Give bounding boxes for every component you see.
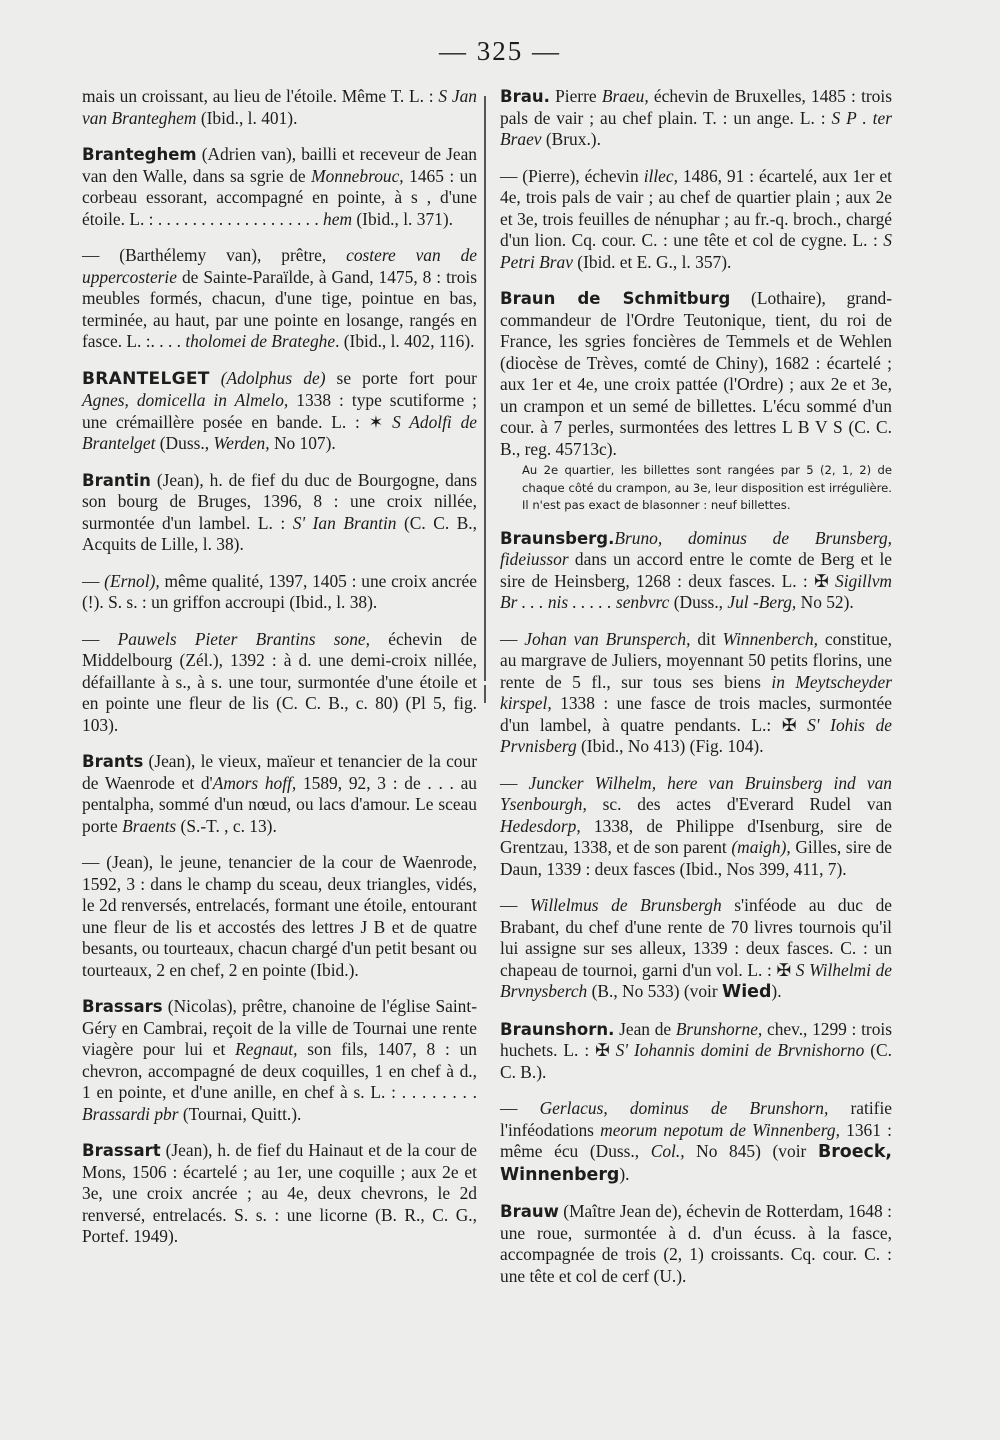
entry-text-run: Brassardi pbr [82,1103,179,1124]
entry-text-run: No 107). [269,433,336,453]
entry-text-run: (S.-T. , c. 13). [176,815,277,836]
entry-text-run: Pauwels Pieter Brantins sone, [117,628,370,649]
entry-text-run: sc. des actes d'Everard Rudel van [586,794,892,815]
entry-text-run: chev., 1299 : trois huchets. L. : ✠ [500,1018,892,1061]
entry-text-run: 1338, de Philippe d'Isenburg, sire de Grentzau, 1338, et de son parent [500,815,892,858]
entry-heading: BRANTELGET [82,368,210,389]
entry-text-run: Agnes, domicella in Almelo, [82,390,289,410]
entry [500,166,892,274]
entry-text-run: 1465 : un corbeau essorant, accompagné en pointe, à s , d'une étoile. L. : . . . . . . . . . . . . . . . . . . . [82,165,478,229]
entry-heading: Brassars [82,997,163,1016]
entry-text-run: Amors hoff, [212,772,297,793]
entry [500,528,892,614]
entry-text-run: ). [771,981,782,1002]
entry-text-run: Braents [122,815,177,836]
entry-text-run: S Wilhelmi de Brvnysberch [500,959,892,1002]
entry-heading: Braun de Schmitburg [500,289,731,308]
entry-text-run: 1486, 91 : écartelé, aux 1er et 4e, trois pals de vair ; au chef de quartier plain ; aux 2e et 3e, trois feuilles de nénuphar ; au fr.-q. broch., chargé d'un lion. Cq. cour. C. : une tête et col de cygne. L. : [500,165,893,250]
entry-text-run: — [500,628,525,649]
entry-text-run: costere van de uppercosterie [82,245,478,287]
entry-text-run: Braeu, [601,86,649,106]
entry [500,288,892,460]
footnote: Au 2e quartier, les billettes sont rangées par 5 (2, 1, 2) de chaque côté du crampon, au 3e, leur disposition est irrégulière. Il n'est pas exact de blasonner : neuf billettes. [522,463,892,513]
entry-text-run: (Tournai, Quitt.). [178,1103,302,1124]
entry-text-run: — [82,628,118,649]
entry-text-run: (Duss., [155,433,214,453]
entry-text-run: (B., No 533) (voir [587,981,723,1002]
entry-text-run: . (Ibid., l. 402, 116). [335,331,475,351]
entry-text-run: de Sainte-Paraïlde, à Gand, 1475, 8 : trois meubles formés, chacun, d'une tige, pointue en bas, terminée, au haut, par une pointe en losange, rangés en fasce. L. :. . . . [82,266,477,351]
entry-text-run: Willelmus de Brunsbergh [529,895,722,916]
entry-text-run: hem [323,208,353,229]
entry-text [82,86,477,129]
entry [500,1201,892,1287]
entry-text-run: in Meytscheyder kirspel, [500,671,892,714]
entry-text [82,571,477,614]
entry-heading: Brantin [82,470,151,490]
entry-text-run: (Nicolas), prêtre, chanoine de l'église Saint-Géry en Cambrai, reçoit de la ville de Tournai une rente viagère pour lui et [82,996,477,1059]
entry-text-run: (Duss., [669,592,728,613]
entry-text [500,1098,892,1186]
entry-text-run: mais un croissant, au lieu de l'étoile. Même T. L. : [82,86,439,106]
entry-text-run: Juncker Wilhelm, here van Bruinsberg ind van Ysenbourgh, [500,772,892,815]
entry-text-run: S P . ter Braev [500,107,892,149]
entry-text-run: S' Iohannis domini de Brvnishorno [615,1040,865,1061]
entry-text [500,773,892,881]
entry-text [82,852,477,981]
entry-heading: Braunshorn. [500,1019,615,1039]
left-column [82,86,477,1263]
entry-text-run: Col., [650,1141,685,1162]
entry-text-run: (C. C. B.). [500,1040,892,1082]
entry-text-run: — (Barthélemy van), prêtre, [82,245,347,265]
entry-text [82,144,477,230]
entry-text-run: (Maître Jean de), échevin de Rotterdam, 1648 : une roue, surmontée à d. d'un écuss. à la fasce, accompagnée de trois (2, 1) croissants. Cq. cour. C. : une tête et col de cerf (U.). [500,1201,892,1286]
entry-heading: Brau. [500,87,550,106]
entry-text-run: S Adolfi de Brantelget [82,411,477,453]
entry-text [82,1140,477,1248]
entry-text-run: (C. C. B., Acquits de Lille, l. 38). [82,512,477,554]
entry-text-run: ). [619,1163,630,1184]
entry-text-run: s'inféode au duc de Brabant, du chef d'une rente de 70 livres tournois qu'il lui assigne sur ses alleux, 1339 : deux fasces. C. : un chapeau de tournoi, garni d'un vol. L. : ✠ [500,895,892,980]
entry-text-run: (Ibid., l. 371). [352,208,453,229]
entry-text-run: (Adolphus de) [209,367,326,388]
entry-text-run: — (Pierre), échevin [500,165,644,186]
entry-text [82,368,477,455]
entry-text-run: Brunshorne, [675,1018,763,1039]
entry-text-run: meorum nepotum de Winnenberg, [600,1119,840,1140]
entry-text-run: (Ibid., No 413) (Fig. 104). [576,736,764,757]
entry-text-run: — [500,895,530,916]
entry-text-run: (Jean), h. de fief du Hainaut et de la cour de Mons, 1506 : écartelé ; au 1er, une coquille ; aux 2e et 3e, une croix ancrée ; au 4e, deux chevrons, le 2d renversé, entrelacés. S. s. : une licorne (B. R., C. G., Portef. 1949). [82,1140,477,1246]
entry-text-run: — [82,570,105,591]
entry-text-run: Gerlacus, dominus de Brunshorn, [539,1098,829,1119]
entry-text-run: (maigh), [731,837,791,858]
entry [82,629,477,737]
entry-text [500,1019,892,1084]
entry-text-run: même qualité, 1397, 1405 : une croix ancrée (!). S. s. : un griffon accroupi (Ibid., l. 38). [82,570,477,612]
entry-text-run: Sigillvm Br . . . nis . . . . . senbvrc [500,570,892,613]
entry [82,470,477,556]
entry-text-run: — [500,772,529,793]
entry-text-run: (Jean), le vieux, maïeur et tenancier de la cour de Waenrode et d' [82,751,477,793]
entry-text [500,288,892,460]
entry-heading: Brassart [82,1141,161,1160]
entry-text [82,245,477,353]
entry [500,1019,892,1084]
entry-text-run: Jean de [614,1018,676,1039]
entry-text-run: S Jan van Branteghem [82,86,478,128]
entry [500,773,892,881]
entry-text-run: Monnebrouc, [311,165,404,186]
column-divider-segment [484,685,486,703]
entry-text-run: No 52). [796,592,854,613]
entry-text-run: (Ernol), [104,570,160,591]
entry [82,996,477,1125]
entry-text-run: tholomei de Brateghe [185,331,336,351]
column-divider [484,96,486,681]
entry-heading: Brants [82,752,144,771]
entry-text-run: échevin de Middelbourg (Zél.), 1392 : à d. une demi-croix nillée, défaillante à s., à s. une tour, surmontée d'une étoile et en pointe une fleur de lis (C. C. B., c. 80) (Pl 5, fig. 103). [82,628,477,735]
entry-text [500,1201,892,1287]
entry-text-run: Hedesdorp, [500,815,581,836]
entry-text-run: S Petri Brav [500,230,892,272]
entry-text-run: constitue, au margrave de Juliers, moyennant 50 petits florins, une rente de 5 fl., sur tous ses biens [500,628,893,692]
entry-text-run: dans un accord entre le comte de Berg et le sire de Heinsberg, 1268 : deux fasces. L. : ✠ [500,549,892,591]
entry-text-run: (Ibid., l. 401). [196,107,298,128]
entry-text-run: S' Ian Brantin [292,512,397,533]
entry [82,368,477,455]
entry-text-run: (Brux.). [541,129,601,149]
entry-text [82,629,477,737]
entry-text-run: Regnaut, [235,1039,298,1059]
entry [82,1140,477,1248]
entry [500,86,892,151]
entry [82,571,477,614]
entry-text-run: 1589, 92, 3 : de . . . au pentalpha, sommé d'un nœud, ou lacs d'amour. Le sceau porte [82,772,477,836]
entry-text-run: se porte fort pour [325,367,477,388]
entry [500,895,892,1004]
entry-text-run: échevin de Bruxelles, 1485 : trois pals de vair ; au chef plain. T. : un ange. L. : [500,86,892,128]
entry-text-run: (Lothaire), grand-commandeur de l'Ordre Teutonique, tient, du roi de France, les sgries foncières de Temmels et de Wehlen (diocèse de Trèves, comté de Chiny), 1682 : écartelé ; aux 1er et 4e, une croix pattée (l'Ordre) ; aux 2e et 3e, un crampon et un semé de billettes. L'écu sommé d'un cour. à 7 perles, surmontées des lettres L B V S (C. C. B., reg. 45713c). [500,288,892,459]
entry [82,144,477,230]
entry-heading: Brauw [500,1202,559,1222]
entry-text-run: (Adrien van), bailli et receveur de Jean van den Walle, dans sa sgrie de [82,144,477,186]
entry-text-run: Broeck, Winnenberg [500,1142,892,1185]
entry [82,852,477,981]
entry-text-run: Wied [722,982,772,1003]
entry-text-run: 1338 : type scutiforme ; une crémaillère posée en bande. L. : ✶ [82,390,477,432]
entry [82,245,477,353]
entry-text [82,751,477,837]
entry-text-run: (Ibid. et E. G., l. 357). [572,251,732,272]
entry-text-run: 1361 : même écu (Duss., [500,1119,893,1162]
entry [82,751,477,837]
entry-text-run: — (Jean), le jeune, tenancier de la cour de Waenrode, 1592, 3 : dans le champ du sceau, deux triangles, vidés, le 2d renversés, entrelacés, formant une étoile, entourant une fleur de lis et accostés des lettres J B et de quatre besants, ou tourteaux, chacun chargé d'un petit besant ou tourteaux, 2 en chef, 2 en pointe (Ibid.). [82,852,477,980]
entry-text [82,470,477,556]
entry-text [500,166,892,274]
entry [500,629,892,758]
entry-text [500,528,892,614]
entry-heading: Branteghem [82,145,197,164]
right-column [500,86,892,1302]
entry-heading: Braunsberg. [500,528,615,548]
entry-text [500,86,892,151]
entry-text-run: No 845) (voir [684,1141,818,1162]
entry-text [500,629,892,758]
entry-text-run: Pierre [549,86,602,106]
entry-text-run: illec, [643,165,678,186]
entry-text-run: son fils, 1407, 8 : un chevron, accompagné de deux coquilles, 1 en chef à d., 1 en pointe, et d'une anille, en chef à s. L. : . . . . . . . . [82,1039,477,1102]
entry-text-run: dit [690,628,723,649]
entry-text-run: — [500,1098,540,1119]
page-number: — 325 — [439,36,561,66]
entry-text-run: (Jean), h. de fief du duc de Bourgogne, dans son bourg de Bruges, 1396, 8 : une croix nillée, surmontée d'un lambel. L. : [82,469,477,533]
entry-text-run: 1338 : une fasce de trois macles, surmontée d'un lambel, à quatre pendants. L.: ✠ [500,693,892,735]
entry-text-run: Jul -Berg, [727,592,797,613]
entry-text-run: Gilles, sire de Daun, 1339 : deux fasces (Ibid., Nos 399, 411, 7). [500,837,892,879]
entry-text-run: Johan van Brunsperch, [524,628,691,649]
entry-text-run: S' Iohis de Prvnisberg [500,714,892,757]
entry-text [82,996,477,1125]
entry-text-run: Bruno, dominus de Brunsberg, fideiussor [500,527,892,570]
entry-text [500,895,892,1004]
entry-text-run: Winnenberch, [722,628,819,649]
entry [500,1098,892,1186]
entry [82,86,477,129]
entry-text-run: Werden, [213,433,270,453]
entry-text-run: ratifie l'inféodations [500,1098,893,1140]
